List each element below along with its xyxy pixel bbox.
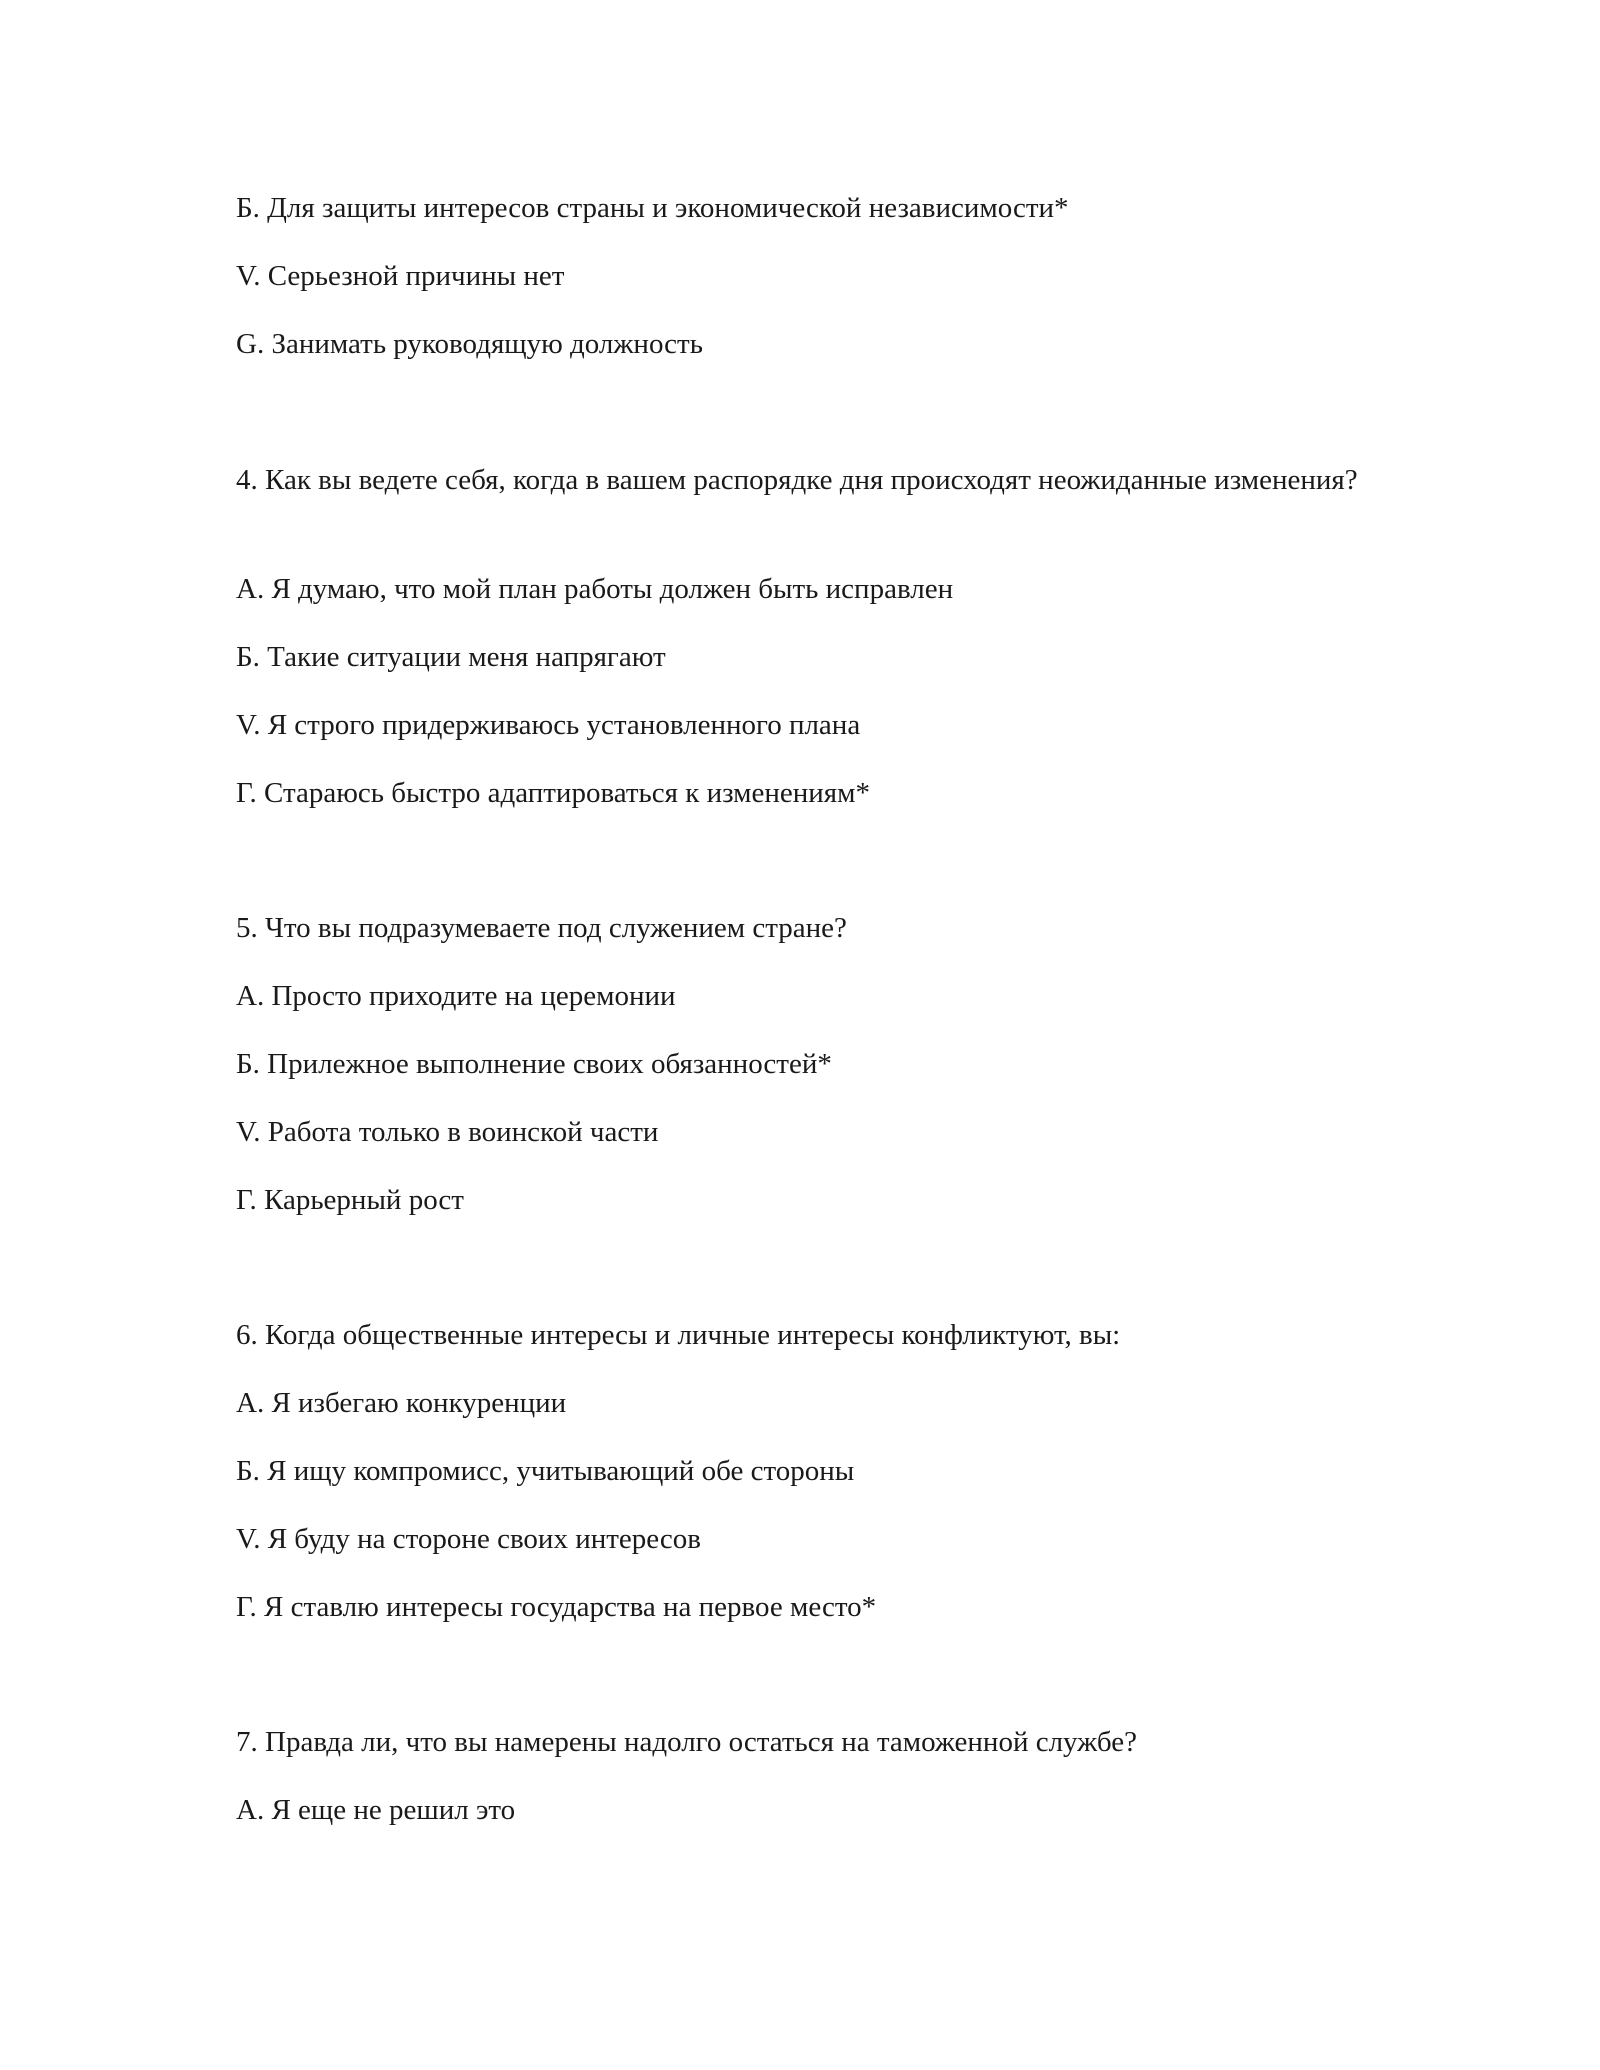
answer-option-b: Б. Прилежное выполнение своих обязанностей* — [236, 1048, 832, 1080]
answer-option-b: Б. Такие ситуации меня напрягают — [236, 641, 666, 673]
answer-option-a: A. Я думаю, что мой план работы должен быть исправлен — [236, 573, 954, 605]
question-4: 4. Как вы ведете себя, когда в вашем распорядке дня происходят неожиданные изменения? — [236, 464, 1358, 496]
question-7: 7. Правда ли, что вы намерены надолго остаться на таможенной службе? — [236, 1726, 1137, 1758]
answer-option-g: Г. Карьерный рост — [236, 1184, 464, 1216]
question-5: 5. Что вы подразумеваете под служением стране? — [236, 912, 847, 944]
answer-option-a: A. Просто приходите на церемонии — [236, 980, 676, 1012]
answer-option-g: Г. Стараюсь быстро адаптироваться к изменениям* — [236, 777, 870, 809]
answer-option-v: V. Серьезной причины нет — [236, 260, 565, 292]
answer-option-a: A. Я избегаю конкуренции — [236, 1387, 567, 1419]
answer-option-a: A. Я еще не решил это — [236, 1794, 516, 1826]
answer-option-g: Г. Я ставлю интересы государства на первое место* — [236, 1591, 877, 1623]
answer-option-b: Б. Для защиты интересов страны и экономической независимости* — [236, 192, 1069, 224]
answer-option-v: V. Я строго придерживаюсь установленного плана — [236, 709, 861, 741]
question-6: 6. Когда общественные интересы и личные интересы конфликтуют, вы: — [236, 1319, 1121, 1351]
answer-option-g: G. Занимать руководящую должность — [236, 328, 703, 360]
answer-option-v: V. Работа только в воинской части — [236, 1116, 659, 1148]
answer-option-v: V. Я буду на стороне своих интересов — [236, 1523, 701, 1555]
answer-option-b: Б. Я ищу компромисс, учитывающий обе стороны — [236, 1455, 855, 1487]
